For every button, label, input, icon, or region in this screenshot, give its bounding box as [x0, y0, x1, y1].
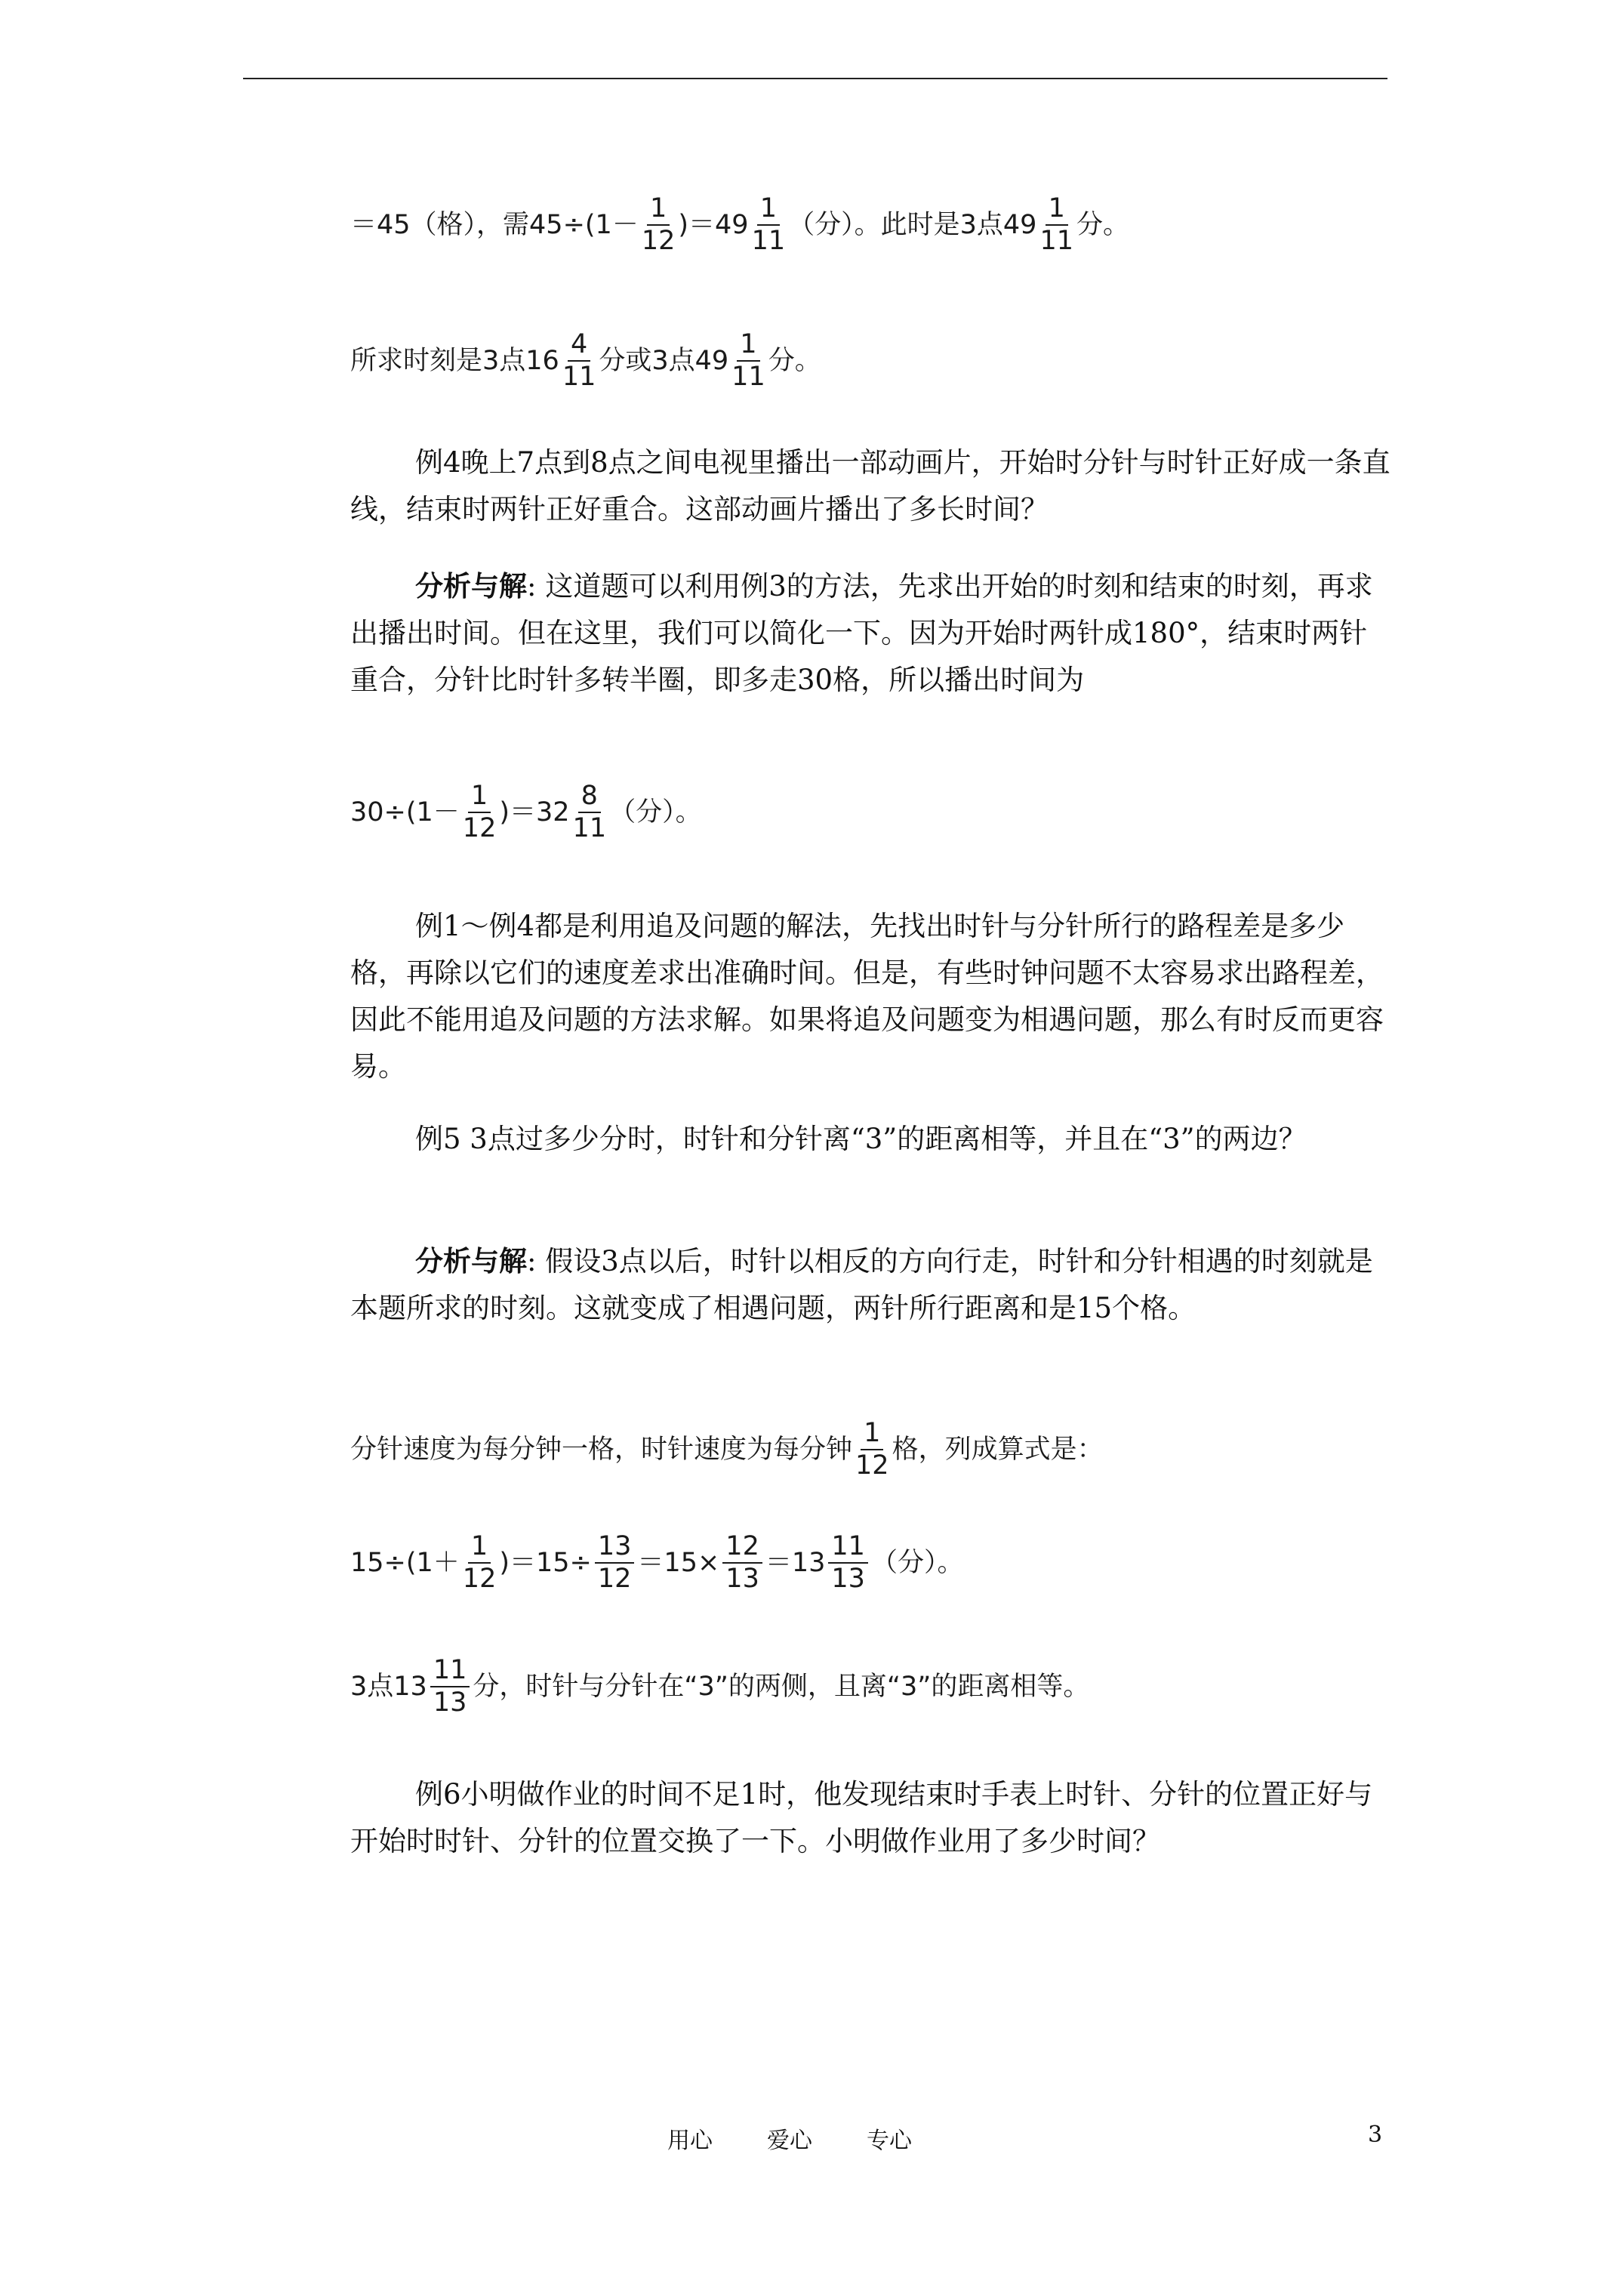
example-4-label: 例4 — [415, 446, 461, 479]
footer-motto-1: 用心 — [667, 2128, 713, 2154]
paragraph-summary — [350, 903, 1392, 1090]
footer-motto-2: 爱心 — [767, 2128, 812, 2154]
fraction — [463, 782, 497, 843]
eq5-text-a: 15÷(1＋ — [350, 1547, 460, 1578]
eq2-text-b: 分或3点49 — [599, 345, 729, 376]
example-6-text: 小明做作业的时间不足1时，他发现结束时手表上时针、分针的位置正好与开始时时针、分针的位置交换了一下。小明做作业用了多少时间？ — [350, 1778, 1373, 1857]
denominator: 11 — [562, 361, 596, 392]
paragraph-text: 例1～例4都是利用追及问题的解法，先找出时针与分针所行的路程差是多少格，再除以它们的速度差求出准确时间。但是，有些时钟问题不太容易求出路程差，因此不能用追及问题的方法求解。如果将追及问题变为相遇问题，那么有时反而更容易。 — [350, 910, 1384, 1083]
analysis-4-text: 这道题可以利用例3的方法，先求出开始的时刻和结束的时刻，再求出播出时间。但在这里，我们可以简化一下。因为开始时两针成180°，结束时两针重合，分针比时针多转半圈，即多走30格，所以播出时间为 — [350, 570, 1373, 696]
analysis-5-text: 假设3点以后，时针以相反的方向行走，时针和分针相遇的时刻就是本题所求的时刻。这就变成了相遇问题，两针所行距离和是15个格。 — [350, 1245, 1373, 1324]
analysis-5: 分析与解: 假设3点以后，时针以相反的方向行走，时针和分针相遇的时刻就是本题所求的时刻。这就变成了相遇问题，两针所行距离和是15个格。 — [350, 1245, 1373, 1324]
denominator: 11 — [1039, 225, 1073, 256]
eq2-text-a: 所求时刻是3点16 — [350, 345, 559, 376]
numerator: 8 — [578, 782, 601, 813]
numerator: 13 — [595, 1533, 635, 1564]
page-number: 3 — [1368, 2122, 1383, 2148]
fraction — [828, 1533, 868, 1593]
numerator: 1 — [757, 195, 780, 226]
analysis-label: 分析与解 — [415, 1245, 527, 1277]
eq1-text-a: ＝45（格），需45÷(1－ — [350, 209, 639, 240]
numerator: 1 — [737, 331, 759, 362]
numerator: 11 — [430, 1657, 470, 1687]
fraction — [855, 1419, 889, 1480]
example-5-label: 例5 — [415, 1123, 461, 1155]
equation-line-6 — [350, 1657, 1392, 1717]
numerator: 1 — [1046, 195, 1068, 226]
denominator: 11 — [572, 812, 607, 843]
fraction — [642, 195, 676, 255]
denominator: 12 — [462, 812, 497, 843]
denominator: 12 — [641, 225, 676, 256]
eq5-text-b: )＝15÷ — [499, 1547, 592, 1578]
denominator: 11 — [751, 225, 786, 256]
fraction — [1039, 195, 1073, 255]
example-6-label: 例6 — [415, 1778, 461, 1811]
numerator: 1 — [468, 782, 491, 813]
equation-line-3 — [350, 782, 1392, 843]
denominator: 13 — [831, 1563, 865, 1594]
fraction — [430, 1657, 470, 1717]
equation-line-2 — [350, 331, 1392, 391]
eq6-text-a: 3点13 — [350, 1671, 427, 1702]
fraction — [595, 1533, 635, 1593]
fraction — [562, 331, 596, 391]
denominator: 13 — [725, 1563, 759, 1594]
example-5 — [350, 1116, 1392, 1163]
eq4-text-b: 格，列成算式是： — [892, 1434, 1104, 1465]
eq2-text-c: 分。 — [768, 345, 821, 376]
analysis-4: 分析与解: 这道题可以利用例3的方法，先求出开始的时刻和结束的时刻，再求出播出时间。但在这里，我们可以简化一下。因为开始时两针成180°，结束时两针重合，分针比时针多转半圈，即多走30格，所以播出时间为 — [350, 570, 1373, 696]
fraction — [731, 331, 765, 391]
eq6-text-b: 分，时针与分针在“3”的两侧，且离“3”的距离相等。 — [473, 1671, 1090, 1702]
example-4 — [350, 439, 1392, 533]
denominator: 12 — [597, 1563, 632, 1594]
header-rule — [243, 78, 1387, 79]
eq1-text-b: )＝49 — [678, 209, 749, 240]
eq3-text-b: )＝32 — [499, 797, 570, 827]
numerator: 4 — [568, 331, 590, 362]
fraction — [752, 195, 786, 255]
equation-line-4 — [350, 1419, 1392, 1480]
eq5-text-c: ＝15× — [637, 1547, 720, 1578]
example-4-text: 晚上7点到8点之间电视里播出一部动画片，开始时分针与时针正好成一条直线，结束时两针正好重合。这部动画片播出了多长时间？ — [350, 446, 1390, 525]
denominator: 13 — [433, 1687, 467, 1718]
eq4-text-a: 分针速度为每分钟一格，时针速度为每分钟 — [350, 1434, 853, 1465]
example-6 — [350, 1771, 1392, 1865]
example-5-text: 3点过多少分时，时针和分针离“3”的距离相等，并且在“3”的两边？ — [460, 1123, 1307, 1155]
equation-line-1 — [350, 195, 1392, 255]
numerator: 1 — [647, 195, 670, 226]
numerator: 12 — [722, 1533, 762, 1564]
numerator: 1 — [861, 1419, 883, 1450]
equation-line-5 — [350, 1533, 1392, 1593]
eq5-text-d: ＝13 — [765, 1547, 826, 1578]
eq3-text-a: 30÷(1－ — [350, 797, 460, 827]
denominator: 11 — [731, 361, 765, 392]
numerator: 1 — [468, 1533, 491, 1564]
eq1-text-c: （分）。此时是3点49 — [788, 209, 1037, 240]
denominator: 12 — [462, 1563, 497, 1594]
numerator: 11 — [828, 1533, 868, 1564]
fraction — [573, 782, 607, 843]
footer-motto-3: 专心 — [867, 2128, 912, 2154]
fraction — [722, 1533, 762, 1593]
fraction — [463, 1533, 497, 1593]
eq5-text-e: （分）。 — [870, 1547, 964, 1578]
denominator: 12 — [855, 1450, 889, 1481]
eq3-text-c: （分）。 — [609, 797, 702, 827]
eq1-text-d: 分。 — [1076, 209, 1129, 240]
analysis-label: 分析与解 — [415, 570, 527, 603]
